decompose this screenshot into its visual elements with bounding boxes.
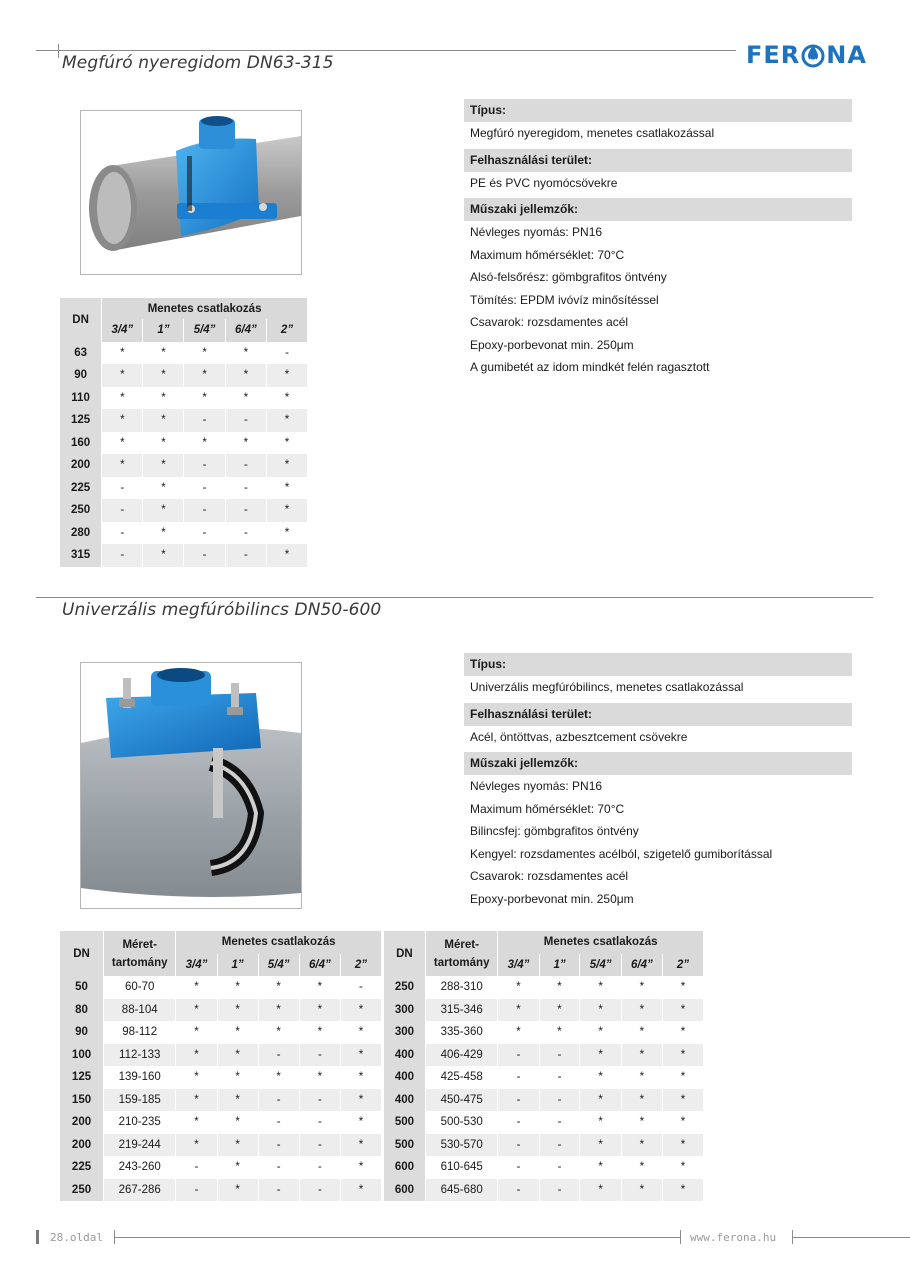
table2-range-cell: 139-160 [104,1066,176,1089]
table2-dn-header-left: DN [60,931,104,976]
table2-size-header: 2” [662,954,703,977]
spec-line: Alsó-felsőrész: gömbgrafitos öntvény [470,270,667,284]
table2-value-cell: * [621,976,662,999]
table1-row [60,544,308,567]
table2-dn-cell: 250 [60,1179,104,1202]
table1-row [60,432,308,455]
table2-dn-cell: 400 [382,1044,425,1067]
table2-size-header: 2” [341,954,383,977]
spec-line: Maximum hőmérséklet: 70°C [470,801,625,816]
table1-value-cell: - [267,342,308,365]
table2-value-cell: * [299,976,340,999]
table1-dn-cell: 125 [60,409,102,432]
table1-value-cell: * [143,544,184,567]
table2-row [60,1111,704,1134]
table2-dn-header-right: DN [382,931,425,976]
table1-value-cell: * [102,387,143,410]
spec-line: Megfúró nyeregidom, menetes csatlakozással [470,126,715,140]
header-rule [36,50,736,51]
table2-size-header: 3/4” [176,954,217,977]
table2-dn-cell: 600 [382,1179,425,1202]
table1-value-cell: * [143,409,184,432]
table2-size-header: 6/4” [621,954,662,977]
table1-value-cell: * [143,477,184,500]
table2-size-header: 3/4” [498,954,539,977]
spec-line: Bilincsfej: gömbgrafitos öntvény [470,824,639,838]
table2-value-cell: * [341,999,383,1022]
table1-value-cell: - [225,454,266,477]
table2-range-cell: 450-475 [426,1089,498,1112]
table2-range-header-right-line1: Méret- [444,938,479,951]
table1-value-cell: * [184,387,225,410]
table2-value-cell: * [176,976,217,999]
table2-row [60,1179,704,1202]
table2-value-cell: * [341,1089,383,1112]
table1-group-header: Menetes csatlakozás [102,298,308,319]
table2-value-cell: * [498,976,539,999]
table2-range-cell: 243-260 [104,1156,176,1179]
spec-line: Maximum hőmérséklet: 70°C [470,247,625,262]
table1-row [60,342,308,365]
table2-value-cell: - [539,1089,580,1112]
table1-dn-cell: 110 [60,387,102,410]
table2-value-cell: - [498,1134,539,1157]
table2-range-cell: 159-185 [104,1089,176,1112]
table2-value-cell: * [621,1156,662,1179]
spec-line: Epoxy-porbevonat min. 250μm [470,337,634,352]
table2-range-header-right-line2: tartomány [433,956,490,969]
table2-range-cell: 288-310 [426,976,498,999]
table2-value-cell: - [498,1066,539,1089]
footer-tick-right-a [680,1230,681,1244]
table2-dn-cell: 200 [60,1134,104,1157]
table1-value-cell: * [267,364,308,387]
table2-value-cell: * [580,1111,621,1134]
brand-logo [746,40,874,70]
table2-value-cell: * [662,1134,703,1157]
table2-value-cell: * [217,1179,258,1202]
spec-line: Tömítés: EPDM ivóvíz minősítéssel [470,292,659,307]
table2-value-cell: - [299,1179,340,1202]
table2-value-cell: * [662,1066,703,1089]
table2-range-cell: 645-680 [426,1179,498,1202]
table2-dn-cell: 125 [60,1066,104,1089]
table2-value-cell: - [258,1111,299,1134]
footer-rule-right [792,1237,910,1238]
table2-value-cell: * [621,1021,662,1044]
table1-value-cell: - [225,409,266,432]
section2-title: Univerzális megfúróbilincs DN50-600 [62,600,382,620]
table1-value-cell: - [225,499,266,522]
table1-value-cell: * [267,522,308,545]
table2-dn-cell: 400 [382,1066,425,1089]
table2-dn-cell: 500 [382,1111,425,1134]
table2-value-cell: * [217,1021,258,1044]
table1-value-cell: * [225,432,266,455]
table2-value-cell: * [176,1021,217,1044]
table2-value-cell: - [176,1156,217,1179]
table1-value-cell: * [143,432,184,455]
table1-value-cell: - [225,544,266,567]
table2-value-cell: * [217,1066,258,1089]
table2-dn-cell: 200 [60,1111,104,1134]
table2-value-cell: * [258,1066,299,1089]
table2-dn-cell: 80 [60,999,104,1022]
table2-dn-cell: 250 [382,976,425,999]
table2-dn-cell: 50 [60,976,104,999]
table2-value-cell: - [299,1089,340,1112]
table2-value-cell: * [341,1066,383,1089]
table2-size-header: 5/4” [580,954,621,977]
table2-range-header-left-line1: Méret- [122,938,157,951]
table1-value-cell: - [184,454,225,477]
table1-dn-cell: 250 [60,499,102,522]
table2-dn-cell: 400 [382,1089,425,1112]
table1-size-header: 3/4” [102,319,143,342]
table2-value-cell: * [621,999,662,1022]
table1-dn-cell: 315 [60,544,102,567]
table1-value-cell: * [102,342,143,365]
table2-value-cell: * [258,976,299,999]
table2-value-cell: - [539,1179,580,1202]
table1-value-cell: - [102,522,143,545]
table2-value-cell: - [498,1156,539,1179]
table2-value-cell: - [341,976,383,999]
table2-value-cell: * [580,1134,621,1157]
table2-value-cell: - [258,1179,299,1202]
table1-value-cell: * [267,544,308,567]
table1-value-cell: * [143,499,184,522]
table1-value-cell: - [225,477,266,500]
table2-dn-cell: 300 [382,999,425,1022]
table1-value-cell: * [102,364,143,387]
table1-value-cell: * [267,499,308,522]
table1-value-cell: - [184,522,225,545]
table2-value-cell: * [341,1156,383,1179]
table2-value-cell: * [662,976,703,999]
table1-value-cell: * [225,342,266,365]
product-photo-clamp [80,662,302,909]
table2-value-cell: * [580,999,621,1022]
section2-spec-list [464,653,852,910]
table2-row [60,976,704,999]
product-photo-saddle [80,110,302,275]
footer-rule [114,1237,680,1238]
table2-range-cell: 60-70 [104,976,176,999]
table2-value-cell: - [498,1044,539,1067]
table2-value-cell: * [580,1021,621,1044]
table2-range-cell: 112-133 [104,1044,176,1067]
spec-heading: Típus: [464,99,852,122]
table2-dn-cell: 225 [60,1156,104,1179]
table2-value-cell: - [258,1134,299,1157]
spec-line: Névleges nyomás: PN16 [470,779,603,793]
table2-value-cell: * [662,999,703,1022]
table2-value-cell: * [621,1179,662,1202]
table2-value-cell: - [498,1089,539,1112]
section1-table [60,298,308,567]
footer-url: www.ferona.hu [690,1231,777,1244]
table1-value-cell: * [102,454,143,477]
table1-dn-cell: 225 [60,477,102,500]
table1-value-cell: * [143,522,184,545]
table2-value-cell: * [498,1021,539,1044]
table2-range-cell: 267-286 [104,1179,176,1202]
table1-size-header: 1” [143,319,184,342]
table2-value-cell: * [662,1089,703,1112]
table1-value-cell: * [102,409,143,432]
table1-row [60,387,308,410]
table2-value-cell: - [539,1156,580,1179]
table2-dn-cell: 600 [382,1156,425,1179]
spec-heading: Típus: [464,653,852,676]
table1-row [60,499,308,522]
table1-dn-cell: 200 [60,454,102,477]
table2-value-cell: * [621,1044,662,1067]
table1-row [60,477,308,500]
table1-dn-cell: 90 [60,364,102,387]
table1-value-cell: * [225,387,266,410]
table2-value-cell: * [176,1111,217,1134]
table2-value-cell: * [341,1134,383,1157]
footer-tick-left [36,1230,39,1244]
table2-range-cell: 406-429 [426,1044,498,1067]
table2-value-cell: * [341,1111,383,1134]
table2-dn-cell: 150 [60,1089,104,1112]
table2-value-cell: * [580,976,621,999]
table2-row [60,1044,704,1067]
table1-value-cell: * [143,342,184,365]
table2-range-header-left-line2: tartomány [111,956,168,969]
table2-value-cell: * [621,1111,662,1134]
table2-value-cell: * [217,1134,258,1157]
table2-value-cell: * [662,1021,703,1044]
table2-value-cell: - [258,1156,299,1179]
table2-value-cell: * [258,1021,299,1044]
table2-value-cell: - [299,1156,340,1179]
table2-value-cell: * [662,1111,703,1134]
table1-value-cell: - [102,477,143,500]
table1-value-cell: * [143,454,184,477]
table2-range-cell: 610-645 [426,1156,498,1179]
table2-range-cell: 210-235 [104,1111,176,1134]
table2-dn-cell: 90 [60,1021,104,1044]
table2-range-cell: 530-570 [426,1134,498,1157]
table1-dn-cell: 160 [60,432,102,455]
table2-value-cell: - [539,1134,580,1157]
table2-value-cell: * [580,1044,621,1067]
table2-row [60,1134,704,1157]
table2-value-cell: - [299,1111,340,1134]
spec-line: Epoxy-porbevonat min. 250μm [470,891,634,906]
table2-value-cell: * [580,1179,621,1202]
table2-value-cell: * [299,1066,340,1089]
table1-value-cell: - [225,522,266,545]
spec-line: Névleges nyomás: PN16 [470,225,603,239]
section2-table [60,931,704,1201]
table1-value-cell: - [102,544,143,567]
table2-row [60,1156,704,1179]
table1-value-cell: - [184,409,225,432]
spec-line: A gumibetét az idom mindkét felén ragasztott [470,360,710,374]
table1-value-cell: - [184,544,225,567]
header-rule-tick [58,44,59,58]
table1-size-header: 6/4” [225,319,266,342]
table2-value-cell: * [176,1089,217,1112]
table2-value-cell: - [258,1044,299,1067]
spec-line: PE és PVC nyomócsövekre [470,175,618,190]
table2-value-cell: * [580,1156,621,1179]
spec-heading: Műszaki jellemzők: [464,198,852,221]
table2-value-cell: * [341,1021,383,1044]
table2-value-cell: * [621,1066,662,1089]
table2-value-cell: * [539,999,580,1022]
table2-group-header-right: Menetes csatlakozás [498,931,704,954]
spec-line: Kengyel: rozsdamentes acélból, szigetelő gumiborítással [470,846,773,861]
spec-line: Csavarok: rozsdamentes acél [470,315,629,329]
table2-value-cell: - [498,1111,539,1134]
table2-value-cell: * [580,1066,621,1089]
section1-title: Megfúró nyeregidom DN63-315 [62,53,334,73]
spec-line: Univerzális megfúróbilincs, menetes csatlakozással [470,680,744,694]
table2-value-cell: * [662,1179,703,1202]
spec-line: Acél, öntöttvas, azbesztcement csövekre [470,729,688,744]
table2-group-header-left: Menetes csatlakozás [176,931,383,954]
table2-row [60,1089,704,1112]
spec-line: Csavarok: rozsdamentes acél [470,869,629,883]
table2-value-cell: * [176,1134,217,1157]
table2-value-cell: * [621,1134,662,1157]
table2-value-cell: * [580,1089,621,1112]
table2-value-cell: * [299,999,340,1022]
table2-dn-cell: 500 [382,1134,425,1157]
spec-heading: Felhasználási terület: [464,149,852,172]
table2-range-cell: 88-104 [104,999,176,1022]
table2-value-cell: * [662,1156,703,1179]
spec-heading: Műszaki jellemzők: [464,752,852,775]
table1-size-header: 2” [267,319,308,342]
table2-value-cell: - [539,1111,580,1134]
table2-value-cell: * [217,1111,258,1134]
table2-value-cell: * [217,1044,258,1067]
table1-value-cell: * [184,432,225,455]
table2-value-cell: - [299,1044,340,1067]
page-number: 28.oldal [50,1231,103,1244]
table1-value-cell: * [225,364,266,387]
table1-dn-cell: 63 [60,342,102,365]
table1-value-cell: * [267,477,308,500]
table2-range-cell: 425-458 [426,1066,498,1089]
table2-value-cell: - [498,1179,539,1202]
table1-value-cell: * [267,409,308,432]
table2-range-cell: 219-244 [104,1134,176,1157]
table2-value-cell: - [539,1044,580,1067]
spec-heading: Felhasználási terület: [464,703,852,726]
table2-dn-cell: 100 [60,1044,104,1067]
table2-range-cell: 335-360 [426,1021,498,1044]
table2-row [60,1021,704,1044]
table2-row [60,999,704,1022]
table1-value-cell: * [184,364,225,387]
table1-value-cell: * [267,387,308,410]
table1-value-cell: * [267,454,308,477]
table2-value-cell: - [299,1134,340,1157]
table2-value-cell: * [217,1089,258,1112]
table2-value-cell: * [539,976,580,999]
table2-value-cell: * [217,1156,258,1179]
table2-range-header-left [104,931,176,976]
table2-value-cell: * [341,1044,383,1067]
table2-range-cell: 315-346 [426,999,498,1022]
table1-value-cell: - [184,477,225,500]
table2-value-cell: - [539,1066,580,1089]
table2-value-cell: * [539,1021,580,1044]
water-drop-icon [801,42,825,68]
table2-dn-cell: 300 [382,1021,425,1044]
table2-size-header: 1” [539,954,580,977]
table2-value-cell: - [258,1089,299,1112]
table2-range-header-right [426,931,498,976]
table2-size-header: 5/4” [258,954,299,977]
table1-dn-header: DN [60,298,102,342]
table2-value-cell: * [299,1021,340,1044]
table2-value-cell: * [176,999,217,1022]
table2-value-cell: * [258,999,299,1022]
table2-size-header: 6/4” [299,954,340,977]
table1-row [60,409,308,432]
table1-row [60,522,308,545]
section1-spec-list [464,99,852,379]
table1-dn-cell: 280 [60,522,102,545]
section2-rule [36,597,873,598]
table1-value-cell: - [102,499,143,522]
table2-size-header: 1” [217,954,258,977]
table2-value-cell: * [662,1044,703,1067]
brand-logo-text-right: NA [826,41,867,69]
table1-value-cell: * [143,364,184,387]
table2-value-cell: * [176,1066,217,1089]
table1-size-header: 5/4” [184,319,225,342]
table1-value-cell: * [184,342,225,365]
table1-value-cell: * [102,432,143,455]
table1-value-cell: - [184,499,225,522]
table2-row [60,1066,704,1089]
table1-row [60,364,308,387]
table2-range-cell: 500-530 [426,1111,498,1134]
table1-value-cell: * [267,432,308,455]
table1-row [60,454,308,477]
table2-value-cell: * [498,999,539,1022]
table2-range-cell: 98-112 [104,1021,176,1044]
brand-logo-text-left: FER [746,41,801,69]
table1-value-cell: * [143,387,184,410]
table2-value-cell: * [176,1044,217,1067]
table2-value-cell: * [621,1089,662,1112]
table2-value-cell: * [341,1179,383,1202]
table2-value-cell: * [217,976,258,999]
table2-value-cell: * [217,999,258,1022]
table2-value-cell: - [176,1179,217,1202]
